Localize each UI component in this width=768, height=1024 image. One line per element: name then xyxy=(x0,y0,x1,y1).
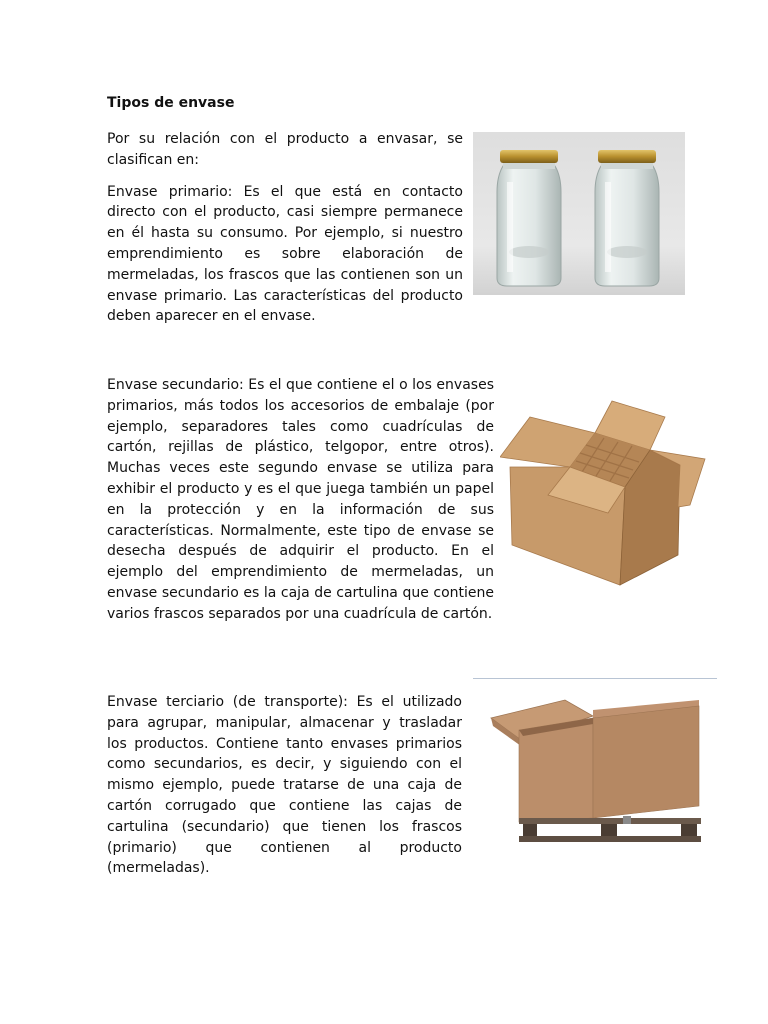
secondary-paragraph: Envase secundario: Es el que contiene el o los envases primarios, más todos los accesorios de embalaje (por ejemplo, separadores tales como cuadrículas de cartón, rejillas de plástico, telgopor, entre otros). Muchas veces este segundo envase se utiliza para exhibir el producto y es el que juega también un papel en la protección y en la información de sus características. Normalmente, este tipo de envase se desecha después de adquirir el producto. En el ejemplo del emprendimiento de mermeladas, un envase secundario es la caja de cartulina que contiene varios frascos separados por una cuadrícula de cartón. xyxy=(107,377,494,622)
jar-right xyxy=(595,150,659,286)
section-tertiary xyxy=(107,692,462,879)
glass-jars-image xyxy=(473,132,685,295)
page-title: Tipos de envase xyxy=(107,95,235,111)
jar-left xyxy=(497,150,561,286)
primary-paragraph: Envase primario: Es el que está en contacto directo con el producto, casi siempre permanece en él hasta su consumo. Por ejemplo, si nuestro emprendimiento es sobre elaboración de mermeladas, los frascos que las contienen son un envase primario. Las características del producto deben aparecer en el envase. xyxy=(107,183,463,325)
open-cardboard-box-image xyxy=(500,395,715,595)
tertiary-paragraph: Envase terciario (de transporte): Es el utilizado para agrupar, manipular, almacenar y trasladar los productos. Contiene tanto envases primarios como secundarios, es decir, y siguiendo con el mismo ejemplo, puede tratarse de una caja de cartón corrugado que contiene las cajas de cartulina (secundario) que tienen los frascos (primario) que contienen al producto (mermeladas). xyxy=(107,694,462,877)
intro-paragraph: Por su relación con el producto a envasar, se clasifican en: xyxy=(107,131,463,168)
pallet-box-image xyxy=(473,678,717,854)
